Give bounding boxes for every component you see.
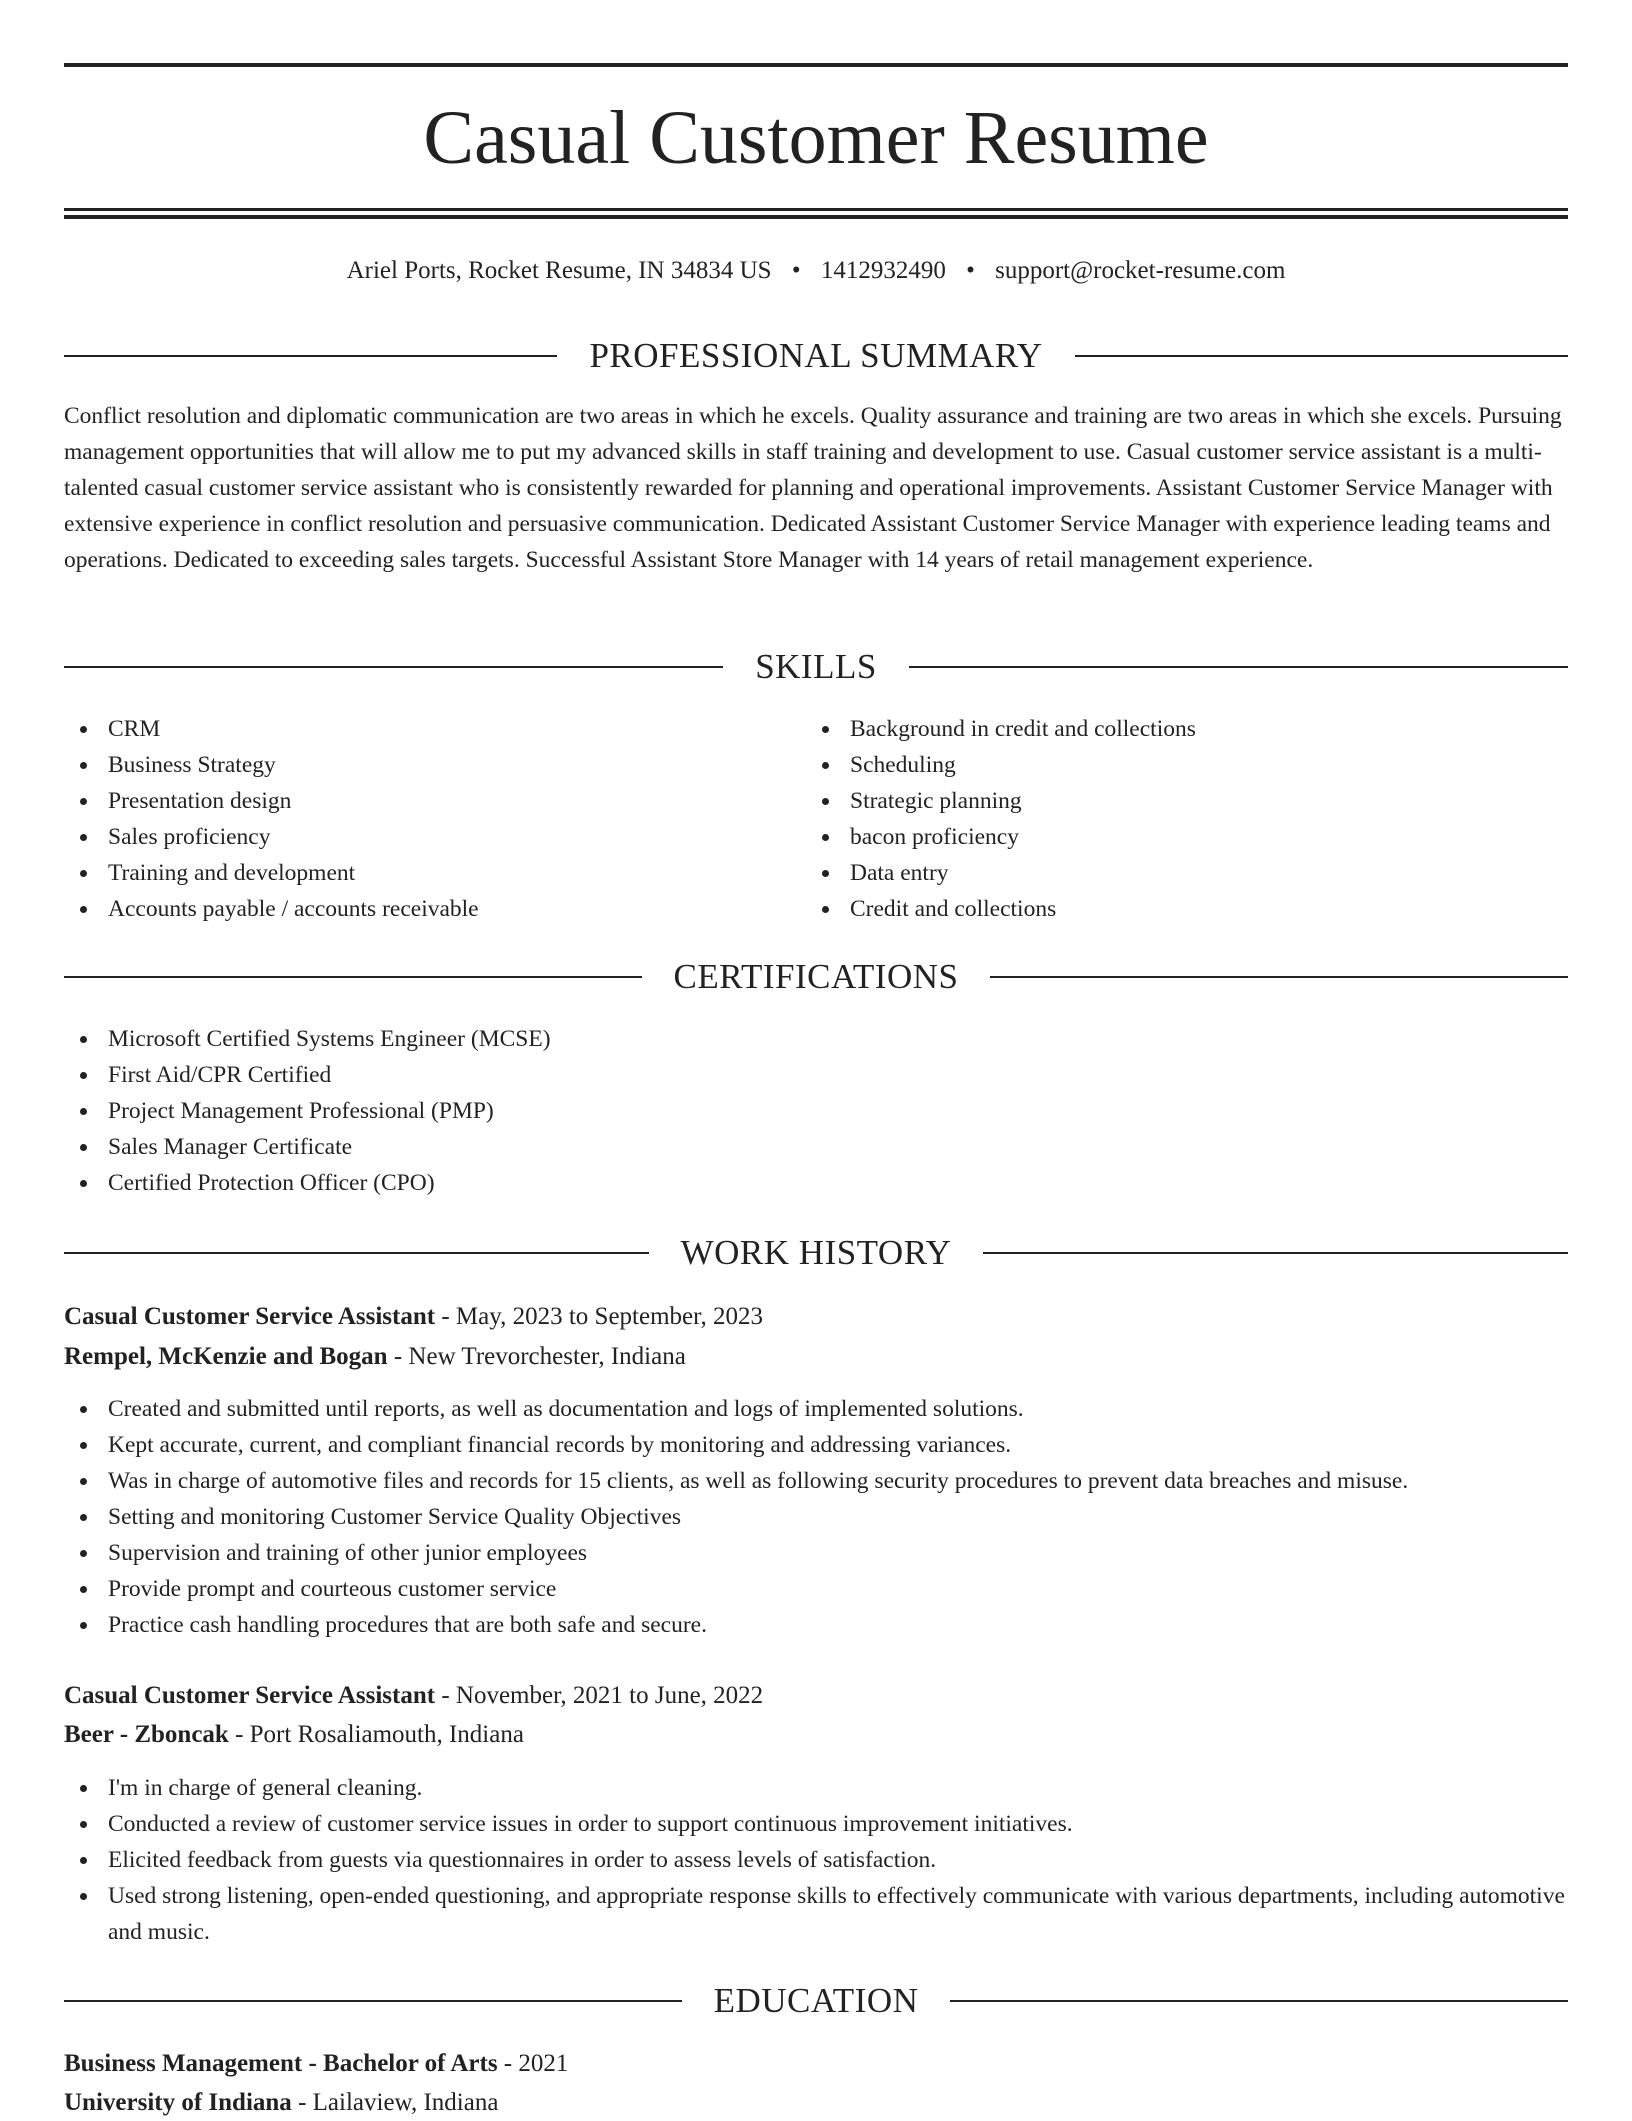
skill-item: Presentation design — [64, 783, 804, 819]
certifications-heading-label: CERTIFICATIONS — [673, 957, 959, 996]
contact-separator: • — [791, 257, 801, 284]
summary-heading-label: PROFESSIONAL SUMMARY — [589, 336, 1043, 375]
education-location: - Lailaview, Indiana — [291, 2089, 499, 2116]
summary-text: Conflict resolution and diplomatic communication are two areas in which he excels. Quality assurance and training are two areas in which she excels. Pursuing management opportunities that will allow me to put my advanced skills in staff training and development to use. Casual customer service assistant is a multi-talented casual customer service assistant who is consistently rewarded for planning and operational improvements. Assistant Customer Service Manager with extensive experience in conflict resolution and persuasive communication. Dedicated Assistant Customer Service Manager with experience leading teams and operations. Dedicated to exceeding sales targets. Successful Assistant Store Manager with 14 years of retail management experience. — [64, 403, 1562, 573]
heading-rule — [990, 976, 1568, 978]
skills-heading-label: SKILLS — [755, 647, 877, 686]
heading-rule — [950, 2000, 1568, 2002]
skill-item: Scheduling — [806, 747, 1568, 783]
heading-rule — [64, 976, 642, 978]
job-duties-list — [64, 1770, 1568, 1950]
education-school-line — [64, 2085, 1568, 2121]
contact-email: support@rocket-resume.com — [995, 257, 1286, 284]
heading-rule — [983, 1252, 1568, 1254]
education-section-heading — [64, 1978, 1568, 2024]
certification-item: Certified Protection Officer (CPO) — [64, 1165, 1568, 1201]
job-title-line — [64, 1299, 1568, 1335]
top-rule — [64, 63, 1568, 67]
job-duty-item: Kept accurate, current, and compliant financial records by monitoring and addressing variances. — [64, 1427, 1568, 1463]
contact-address: Ariel Ports, Rocket Resume, IN 34834 US — [346, 257, 772, 284]
job-title-line — [64, 1678, 1568, 1714]
skill-item: Business Strategy — [64, 747, 804, 783]
skills-section-heading — [64, 644, 1568, 690]
certification-item: First Aid/CPR Certified — [64, 1057, 1568, 1093]
skill-item: bacon proficiency — [806, 819, 1568, 855]
job-duties-list — [64, 1391, 1568, 1643]
job-location: - New Trevorchester, Indiana — [387, 1343, 686, 1370]
certification-item: Sales Manager Certificate — [64, 1129, 1568, 1165]
job-duty-item: Elicited feedback from guests via questionnaires in order to assess levels of satisfaction. — [64, 1842, 1568, 1878]
skill-item: Credit and collections — [806, 891, 1568, 927]
skill-item: Background in credit and collections — [806, 711, 1568, 747]
job-title: Casual Customer Service Assistant — [64, 1303, 436, 1330]
education-degree: Business Management - Bachelor of Arts — [64, 2050, 498, 2077]
skills-list-right — [806, 711, 1568, 927]
education-degree-line — [64, 2046, 1568, 2082]
job-company: Beer - Zboncak — [64, 1721, 229, 1748]
job-dates: - November, 2021 to June, 2022 — [435, 1682, 764, 1709]
job-duty-item: Provide prompt and courteous customer service — [64, 1571, 1568, 1607]
job-title: Casual Customer Service Assistant — [64, 1682, 436, 1709]
contact-line — [64, 254, 1568, 288]
certification-item: Project Management Professional (PMP) — [64, 1093, 1568, 1129]
work-heading-label: WORK HISTORY — [680, 1233, 952, 1272]
heading-rule — [64, 2000, 682, 2002]
job-company-line — [64, 1717, 1568, 1753]
summary-section-heading — [64, 333, 1568, 379]
contact-separator: • — [966, 257, 975, 284]
skill-item: CRM — [64, 711, 804, 747]
heading-rule — [64, 666, 723, 668]
contact-phone: 1412932490 — [820, 257, 946, 284]
heading-rule — [909, 666, 1568, 668]
skill-item: Training and development — [64, 855, 804, 891]
skill-item: Strategic planning — [806, 783, 1568, 819]
job-location: - Port Rosaliamouth, Indiana — [228, 1721, 524, 1748]
title-double-rule-lower — [64, 215, 1568, 219]
job-duty-item: Setting and monitoring Customer Service Quality Objectives — [64, 1499, 1568, 1535]
resume-title: Casual Customer Resume — [423, 96, 1209, 180]
job-duty-item: Practice cash handling procedures that are both safe and secure. — [64, 1607, 1568, 1643]
job-duty-item: I'm in charge of general cleaning. — [64, 1770, 1568, 1806]
certification-item: Microsoft Certified Systems Engineer (MCSE) — [64, 1021, 1568, 1057]
job-duty-item: Was in charge of automotive files and records for 15 clients, as well as following security procedures to prevent data breaches and misuse. — [64, 1463, 1568, 1499]
education-year: - 2021 — [497, 2050, 569, 2077]
heading-rule — [64, 355, 557, 357]
job-company: Rempel, McKenzie and Bogan — [64, 1343, 388, 1370]
job-duty-item: Used strong listening, open-ended questioning, and appropriate response skills to effectively communicate with various departments, including automotive and music. — [64, 1878, 1568, 1950]
education-school: University of Indiana — [64, 2089, 292, 2116]
title-double-rule-upper — [64, 208, 1568, 211]
skills-list-left — [64, 711, 804, 927]
work-section-heading — [64, 1230, 1568, 1276]
certifications-section-heading — [64, 954, 1568, 1000]
job-company-line — [64, 1339, 1568, 1375]
job-duty-item: Created and submitted until reports, as well as documentation and logs of implemented solutions. — [64, 1391, 1568, 1427]
job-duty-item: Conducted a review of customer service issues in order to support continuous improvement initiatives. — [64, 1806, 1568, 1842]
skill-item: Data entry — [806, 855, 1568, 891]
certifications-list — [64, 1021, 1568, 1201]
skill-item: Accounts payable / accounts receivable — [64, 891, 804, 927]
heading-rule — [64, 1252, 649, 1254]
education-heading-label: EDUCATION — [713, 1981, 919, 2020]
skill-item: Sales proficiency — [64, 819, 804, 855]
heading-rule — [1075, 355, 1568, 357]
job-dates: - May, 2023 to September, 2023 — [435, 1303, 763, 1330]
job-duty-item: Supervision and training of other junior employees — [64, 1535, 1568, 1571]
